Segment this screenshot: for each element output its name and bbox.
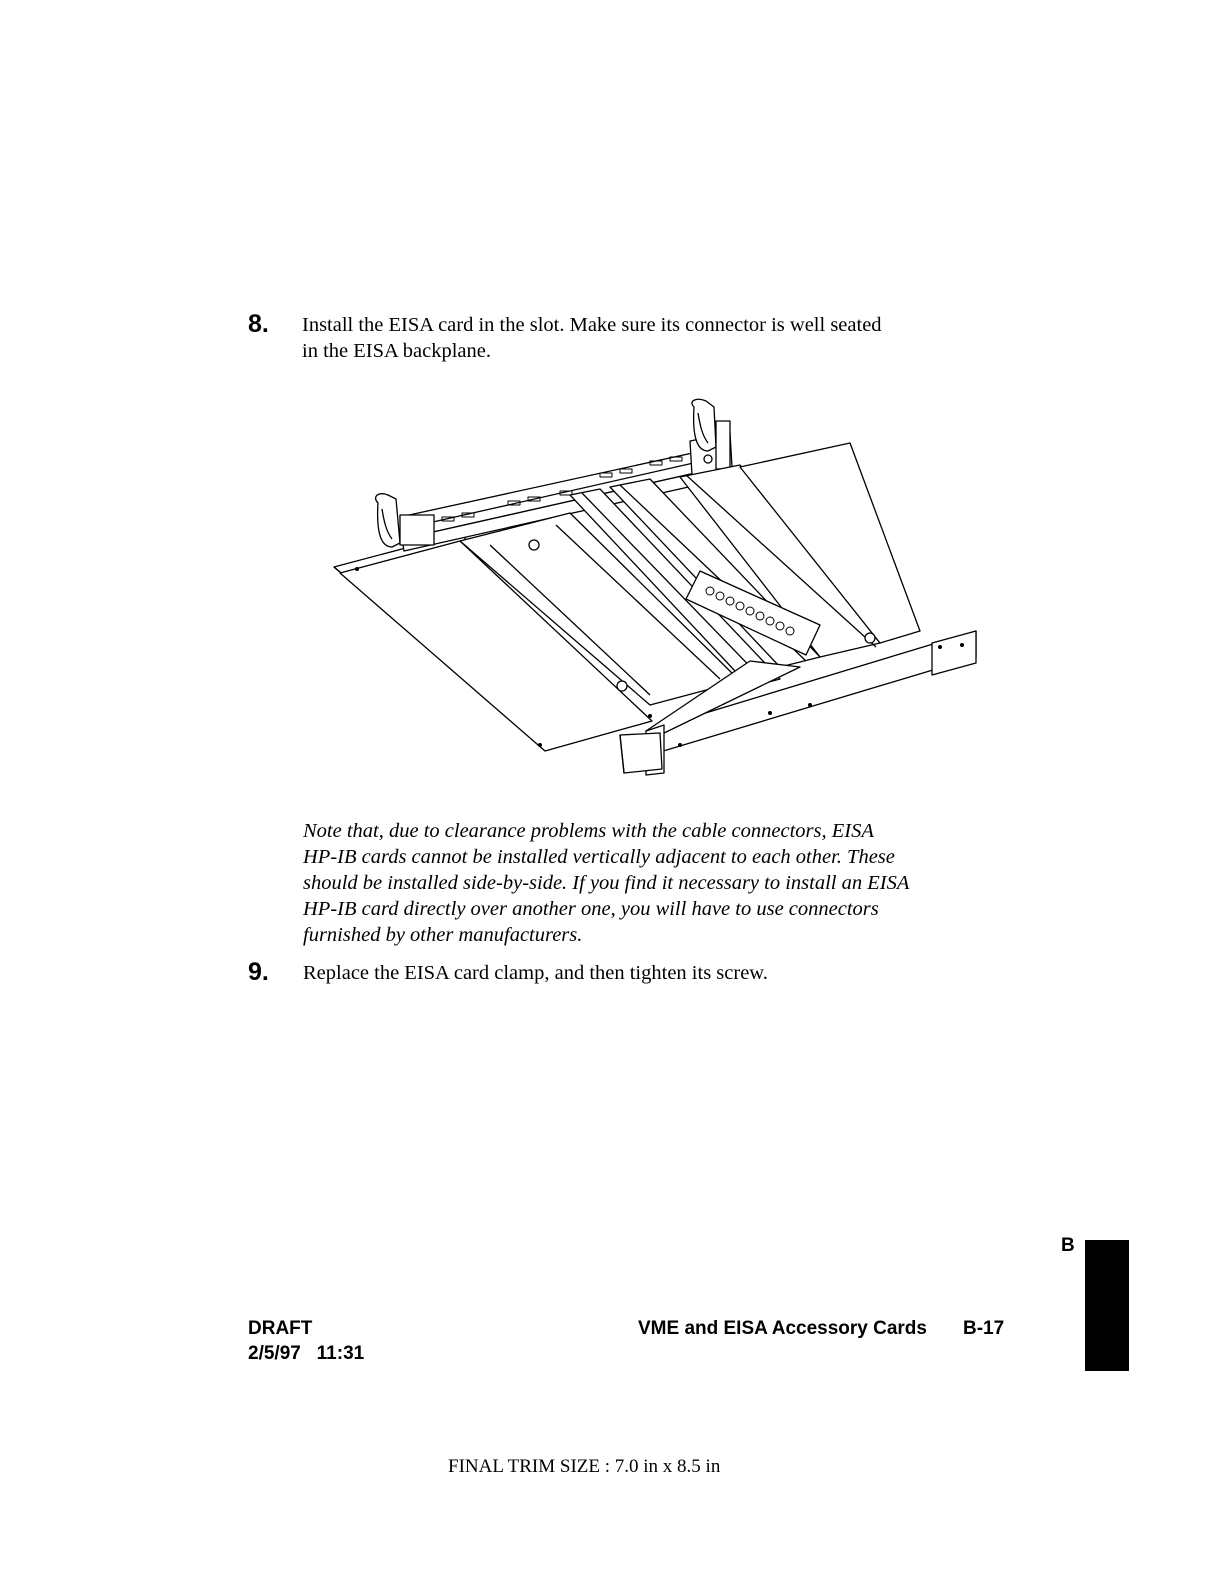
final-trim-size: FINAL TRIM SIZE : 7.0 in x 8.5 in [448,1456,721,1477]
footer-section-title: VME and EISA Accessory Cards [638,1318,927,1339]
section-tab-marker [1085,1240,1129,1371]
tab-letter: B [1061,1235,1075,1256]
step-8-number: 8. [248,310,269,338]
step-9-text: Replace the EISA card clamp, and then tighten its screw. [303,962,768,984]
step-8-line-2: in the EISA backplane. [302,340,492,362]
note-line-1: Note that, due to clearance problems with the cable connectors, EISA [303,820,874,842]
footer-datetime: 2/5/97 11:31 [248,1343,365,1364]
note-line-5: furnished by other manufacturers. [303,924,583,946]
note-line-3: should be installed side-by-side. If you find it necessary to install an EISA [303,872,910,894]
eisa-card-installation-illustration [320,395,980,785]
step-9-number: 9. [248,958,269,986]
footer-page-number: B-17 [963,1318,1005,1339]
footer-draft: DRAFT [248,1318,313,1339]
step-8-line-1: Install the EISA card in the slot. Make sure its connector is well seated [302,314,882,336]
note-line-2: HP-IB cards cannot be installed vertically adjacent to each other. These [303,846,895,868]
step-8-text [302,312,882,364]
note-line-4: HP-IB card directly over another one, you will have to use connectors [303,898,879,920]
installation-note [303,818,909,948]
